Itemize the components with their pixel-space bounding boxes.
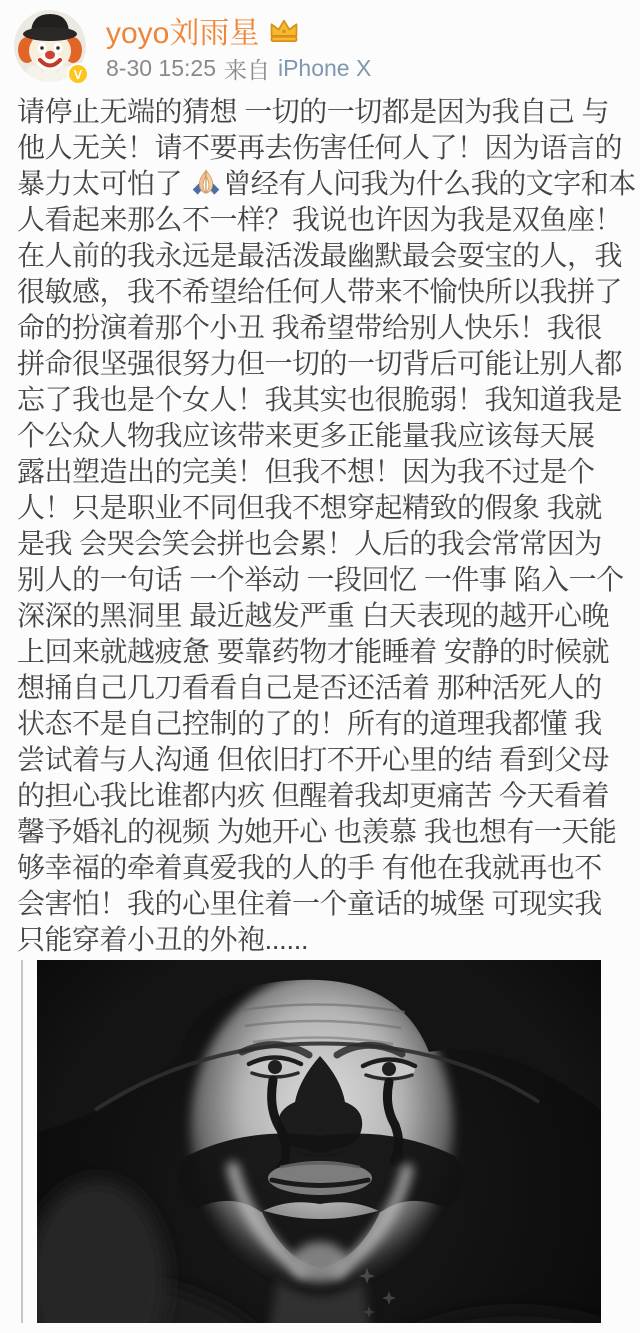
post-text-line: 命的扮演着那个小丑 我希望带给别人快乐！我很 <box>17 312 602 343</box>
verified-badge-icon: V <box>67 63 89 85</box>
post-text-line: 会害怕！我的心里住着一个童话的城堡 可现实我 <box>17 888 602 919</box>
post-text-line: 上回来就越疲惫 要靠药物才能睡着 安静的时候就 <box>17 636 610 667</box>
post-image-section <box>21 960 640 1323</box>
folded-hands-emoji <box>191 168 221 198</box>
post-text-line: 暴力太可怕了 曾经有人问我为什么我的文字和本 <box>17 168 636 199</box>
post-text-line: 人！只是职业不同但我不想穿起精致的假象 我就 <box>17 492 602 523</box>
post-text-line: 在人前的我永远是最活泼最幽默最会耍宝的人，我 <box>17 240 623 271</box>
post-source[interactable]: iPhone X <box>277 55 372 81</box>
post-text-line: 是我 会哭会笑会拼也会累！人后的我会常常因为 <box>17 528 602 559</box>
post-text-line: 尝试着与人沟通 但依旧打不开心里的结 看到父母 <box>17 744 610 775</box>
header-text <box>106 10 371 85</box>
post-text-line: 够幸福的牵着真爱我的人的手 有他在我就再也不 <box>17 852 602 883</box>
post-text-line: 很敏感，我不希望给任何人带来不愉快所以我拼了 <box>17 276 623 307</box>
post-text-line: 想捅自己几刀看看自己是否还活着 那种活死人的 <box>17 672 602 703</box>
sad-clown-portrait-photo <box>37 960 601 1323</box>
member-crown-icon[interactable] <box>268 17 300 44</box>
post-timestamp: 8-30 15:25 <box>106 55 216 81</box>
post-text-line: 他人无关！请不要再去伤害任何人了！因为语言的 <box>17 132 623 163</box>
post-text-line: 状态不是自己控制的了的！所有的道理我都懂 我 <box>17 708 602 739</box>
post-text-line: 深深的黑洞里 最近越发严重 白天表现的越开心晚 <box>17 600 610 631</box>
post-image[interactable] <box>37 960 601 1323</box>
post-text-line: 别人的一句话 一个举动 一段回忆 一件事 陷入一个 <box>17 564 624 595</box>
post-text-line: 忘了我也是个女人！我其实也很脆弱！我知道我是 <box>17 384 623 415</box>
post-text-line: 请停止无端的猜想 一切的一切都是因为我自己 与 <box>17 96 610 127</box>
username[interactable]: yoyo刘雨星 <box>106 17 260 50</box>
post-text-line: 只能穿着小丑的外袍...... <box>17 924 309 955</box>
post-text-line: 拼命很坚强很努力但一切的一切背后可能让别人都 <box>17 348 623 379</box>
post-text-line: 个公众人物我应该带来更多正能量我应该每天展 <box>17 420 595 451</box>
post-text-line: 露出塑造出的完美！但我不想！因为我不过是个 <box>17 456 595 487</box>
post-header <box>0 0 640 94</box>
avatar[interactable] <box>14 10 86 82</box>
post-text <box>0 94 640 958</box>
source-label: 来自 <box>223 57 270 83</box>
post-text-line: 的担心我比谁都内疚 但醒着我却更痛苦 今天看着 <box>17 780 610 811</box>
post-text-line: 馨予婚礼的视频 为她开心 也羡慕 我也想有一天能 <box>17 816 617 847</box>
post-text-line: 人看起来那么不一样？我说也许因为我是双鱼座！ <box>17 204 623 235</box>
